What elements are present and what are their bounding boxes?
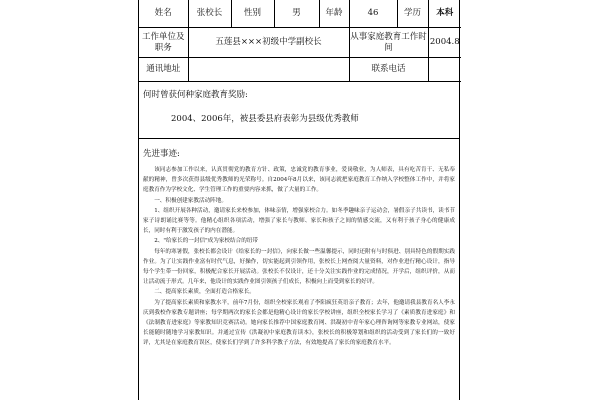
unit-label: 工作单位及职务 xyxy=(139,28,188,58)
worktime-label: 从事家庭教育工作时间 xyxy=(349,28,428,58)
row-unit xyxy=(139,28,461,58)
deeds-paragraph: 该同志参加工作以来，认真贯彻党的教育方针、政策，忠诚党的教育事业，爱岗敬业，为人师表，具有吃苦肯干、无私奉献的精神，曾多次获得县级优秀教师的光荣称号。自2004年8月以来，该同志就把家庭教育工作纳入学校整体工作中，并将家庭教育作为学校文化、学生管理工作的重要内容来抓，做了大量的工作。 xyxy=(143,167,455,194)
age-label: 年龄 xyxy=(319,0,349,28)
awards-text: 2004、2006年，被县委县府表彰为县级优秀教师 xyxy=(171,114,359,124)
name-label: 姓名 xyxy=(139,0,188,28)
deeds-heading: 先进事迹: xyxy=(143,149,180,159)
deeds-paragraph: 2、"给家长的一封信"成为家校结合的纽带 xyxy=(154,238,258,245)
deeds-section xyxy=(139,139,459,349)
deeds-paragraph: 二、提高家长素质，全面打造合格家长。 xyxy=(154,289,255,296)
row-basic xyxy=(139,0,461,28)
awards-section xyxy=(139,82,459,139)
phone-label: 联系电话 xyxy=(349,58,428,82)
gender-label: 性别 xyxy=(231,0,274,28)
name-value: 张校长 xyxy=(188,0,231,28)
unit-value: 五莲县×××初级中学副校长 xyxy=(188,28,349,58)
info-table xyxy=(139,0,461,82)
edu-value: 本科 xyxy=(428,0,461,28)
deeds-paragraph: 每年的寒暑假，张校长都会设计《给家长的一封信》，向家长做一些温馨提示，同时还附有与时俱进、别具特色的假期实践作业。为了让实践作业富有时代气息，好操作，切实能起到引领作用，张校长上网查阅大量资料，对作业进行精心设计，指导每个学生带一份回家，积极配合家长开展活动。张校长不仅设计，还十分关注实践作业的完成情况，开学后，组织评价，从而让活动流于形式。几年来，他设计的实践作业图引领孩子们成长，积极向上而受到家长的好评。 xyxy=(143,248,455,286)
edu-label: 学历 xyxy=(397,0,428,28)
address-label: 通讯地址 xyxy=(139,58,188,82)
gender-value: 男 xyxy=(274,0,319,28)
deeds-paragraph: 一、积极创建家教活动阵地。 xyxy=(154,197,227,204)
worktime-value: 2004.8 xyxy=(428,28,461,58)
awards-heading: 何时曾获何种家庭教育奖励: xyxy=(143,90,248,100)
age-value: 46 xyxy=(349,0,397,28)
deeds-paragraph: 为了提高家长素质和家教水平，前年7月份，组织全校家长观看了李阳疯狂英语亲子教育；去年，他邀请我县教育名人李永庆到我校作家教专题讲座；每学期两次的家长会都是他精心设计的家长学校讲座，组织全校家长学习了《素质教育进家庭》和《法制教育进家庭》等家教知识竞赛活动。她向家长推荐中国家庭教育网、洪凝初中青年家心理咨询网等家教专业网站，使家长能随时随地学习家教知识。并通过宣传《洪凝初中家庭教育读本》，张校长的积极筹划和组织的活动受到了家长们的一致好评，尤其是在家庭教育误区，使家长们学到了许多科学教子方法，有效地提高了家长的家庭教育水平。 xyxy=(143,299,455,347)
deeds-paragraph: 1、组织开展各种活动，邀请家长来校参加，体味亲情，增强家校合力。如冬季趣味亲子运动会，暑假亲子共读书，读书节家子诗朗诵比赛等等。他精心组织各项活动，增强了家长与教师、家长和孩子之间的情感交流，又有利于孩子身心的健康成长，同时有利于激发孩子的内在潜能。 xyxy=(143,207,455,235)
row-contact xyxy=(139,58,461,82)
address-value xyxy=(188,58,349,82)
phone-value xyxy=(428,58,461,82)
form-sheet xyxy=(138,0,460,400)
